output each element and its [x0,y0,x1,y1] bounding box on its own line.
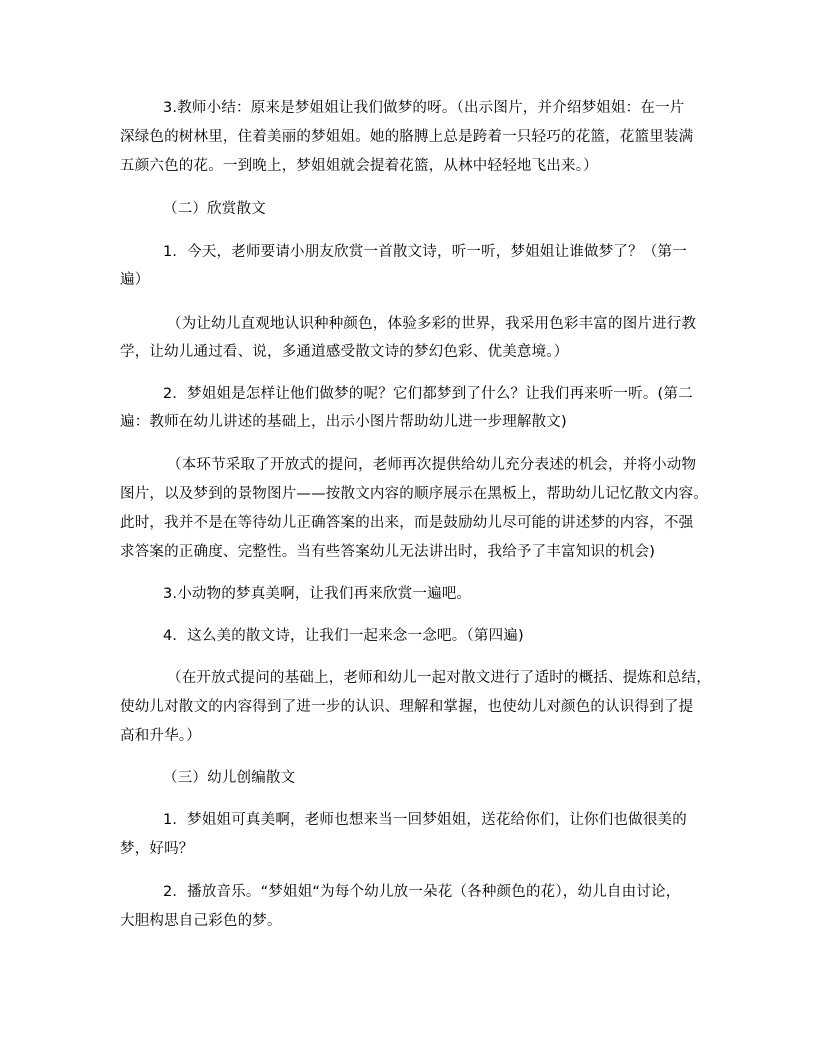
text-line: 大胆构思自己彩色的梦。 [120,913,282,929]
text-line: 使幼儿对散文的内容得到了进一步的认识、理解和掌握，也使幼儿对颜色的认识得到了提 [120,699,694,715]
text-line: 3.小动物的梦真美啊，让我们再来欣赏一遍吧。 [163,586,472,602]
text-line: 梦，好吗？ [120,841,194,857]
text-line: 五颜六色的花。一到晚上，梦姐姐就会提着花篮，从林中轻轻地飞出来。） [120,158,598,174]
text-line: 3.教师小结：原来是梦姐姐让我们做梦的呀。（出示图片，并介绍梦姐姐：在一片 [163,100,685,116]
text-line: 深绿色的树林里，住着美丽的梦姐姐。她的胳膊上总是跨着一只轻巧的花篮，花篮里装满 [120,129,694,145]
text-line: （在开放式提问的基础上，老师和幼儿一起对散文进行了适时的概括、提炼和总结， [167,670,711,686]
text-line: 2．梦姐姐是怎样让他们做梦的呢？它们都梦到了什么？让我们再来听一听。(第二 [163,386,693,402]
text-line: 此时，我并不是在等待幼儿正确答案的出来，而是鼓励幼儿尽可能的讲述梦的内容，不强 [120,515,694,531]
text-line: 图片，以及梦到的景物图片——按散文内容的顺序展示在黑板上，帮助幼儿记忆散文内容。 [120,486,708,502]
text-line: 1．今天，老师要请小朋友欣赏一首散文诗，听一听，梦姐姐让谁做梦了？（第一 [163,244,687,260]
text-line: （为让幼儿直观地认识种种颜色，体验多彩的世界，我采用色彩丰富的图片进行教 [167,316,697,332]
section-heading: （三）幼儿创编散文 [163,770,296,786]
text-line: 1．梦姐姐可真美啊，老师也想来当一回梦姐姐，送花给你们，让你们也做很美的 [163,812,687,828]
text-line: 遍） [120,272,150,288]
text-line: 遍：教师在幼儿讲述的基础上，出示小图片帮助幼儿进一步理解散文) [120,414,567,430]
section-heading: （二）欣赏散文 [163,201,266,217]
text-line: 求答案的正确度、完整性。当有些答案幼儿无法讲出时，我给予了丰富知识的机会) [120,544,656,560]
text-line: 2．播放音乐。“梦姐姐“为每个幼儿放一朵花（各种颜色的花），幼儿自由讨论， [163,884,681,900]
text-line: 4．这么美的散文诗，让我们一起来念一念吧。（第四遍) [163,628,524,644]
text-line: （本环节采取了开放式的提问，老师再次提供给幼儿充分表述的机会，并将小动物 [167,457,697,473]
text-line: 高和升华。） [120,728,201,744]
text-line: 学，让幼儿通过看、说，多通道感受散文诗的梦幻色彩、优美意境。） [120,344,569,360]
